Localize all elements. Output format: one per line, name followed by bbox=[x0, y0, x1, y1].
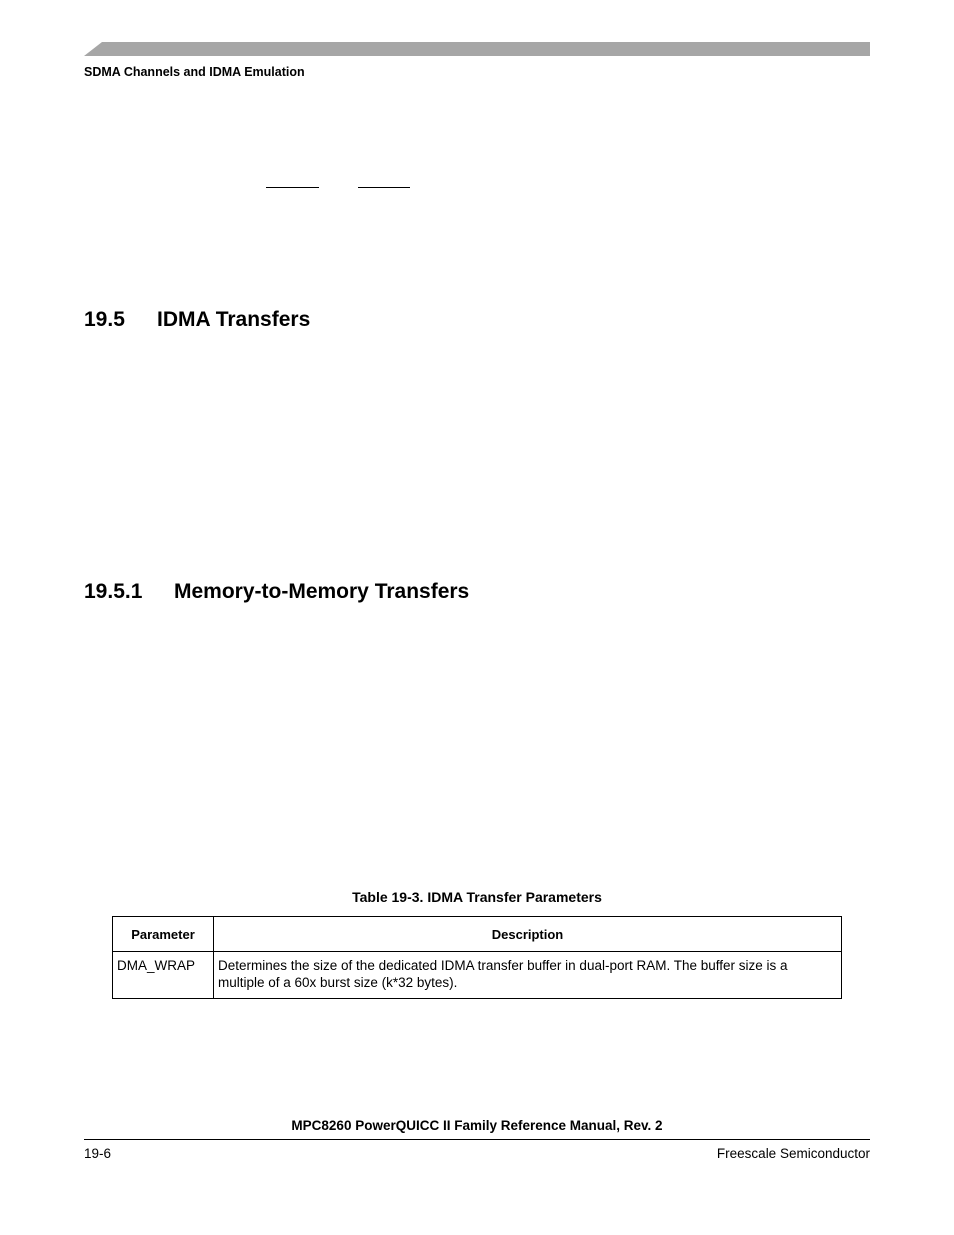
section-heading-19-5-1 bbox=[84, 580, 469, 604]
table-row bbox=[113, 952, 842, 999]
section-title: Memory-to-Memory Transfers bbox=[174, 580, 470, 603]
section-title: IDMA Transfers bbox=[157, 308, 311, 331]
table-header-row bbox=[113, 917, 842, 952]
section-heading-19-5 bbox=[84, 308, 310, 332]
column-header-description: Description bbox=[214, 917, 842, 952]
footer-rule bbox=[84, 1139, 870, 1140]
footer-title: MPC8260 PowerQUICC II Family Reference Manual, Rev. 2 bbox=[291, 1118, 663, 1133]
idma-parameters-table bbox=[112, 916, 842, 999]
table-caption: Table 19-3. IDMA Transfer Parameters bbox=[352, 889, 602, 905]
page-number: 19-6 bbox=[84, 1146, 112, 1161]
header-bar bbox=[84, 42, 870, 56]
running-head: SDMA Channels and IDMA Emulation bbox=[84, 65, 305, 79]
company-name: Freescale Semiconductor bbox=[716, 1146, 870, 1161]
column-header-parameter: Parameter bbox=[113, 917, 214, 952]
section-number: 19.5.1 bbox=[84, 580, 143, 603]
blank-rule bbox=[358, 187, 410, 188]
parameter-cell: DMA_WRAP bbox=[113, 952, 214, 999]
blank-rule bbox=[266, 187, 319, 188]
description-cell: Determines the size of the dedicated IDMA transfer buffer in dual-port RAM. The buffer size is a multiple of a 60x burst size (k*32 bytes). bbox=[214, 952, 842, 999]
section-number: 19.5 bbox=[84, 308, 125, 331]
